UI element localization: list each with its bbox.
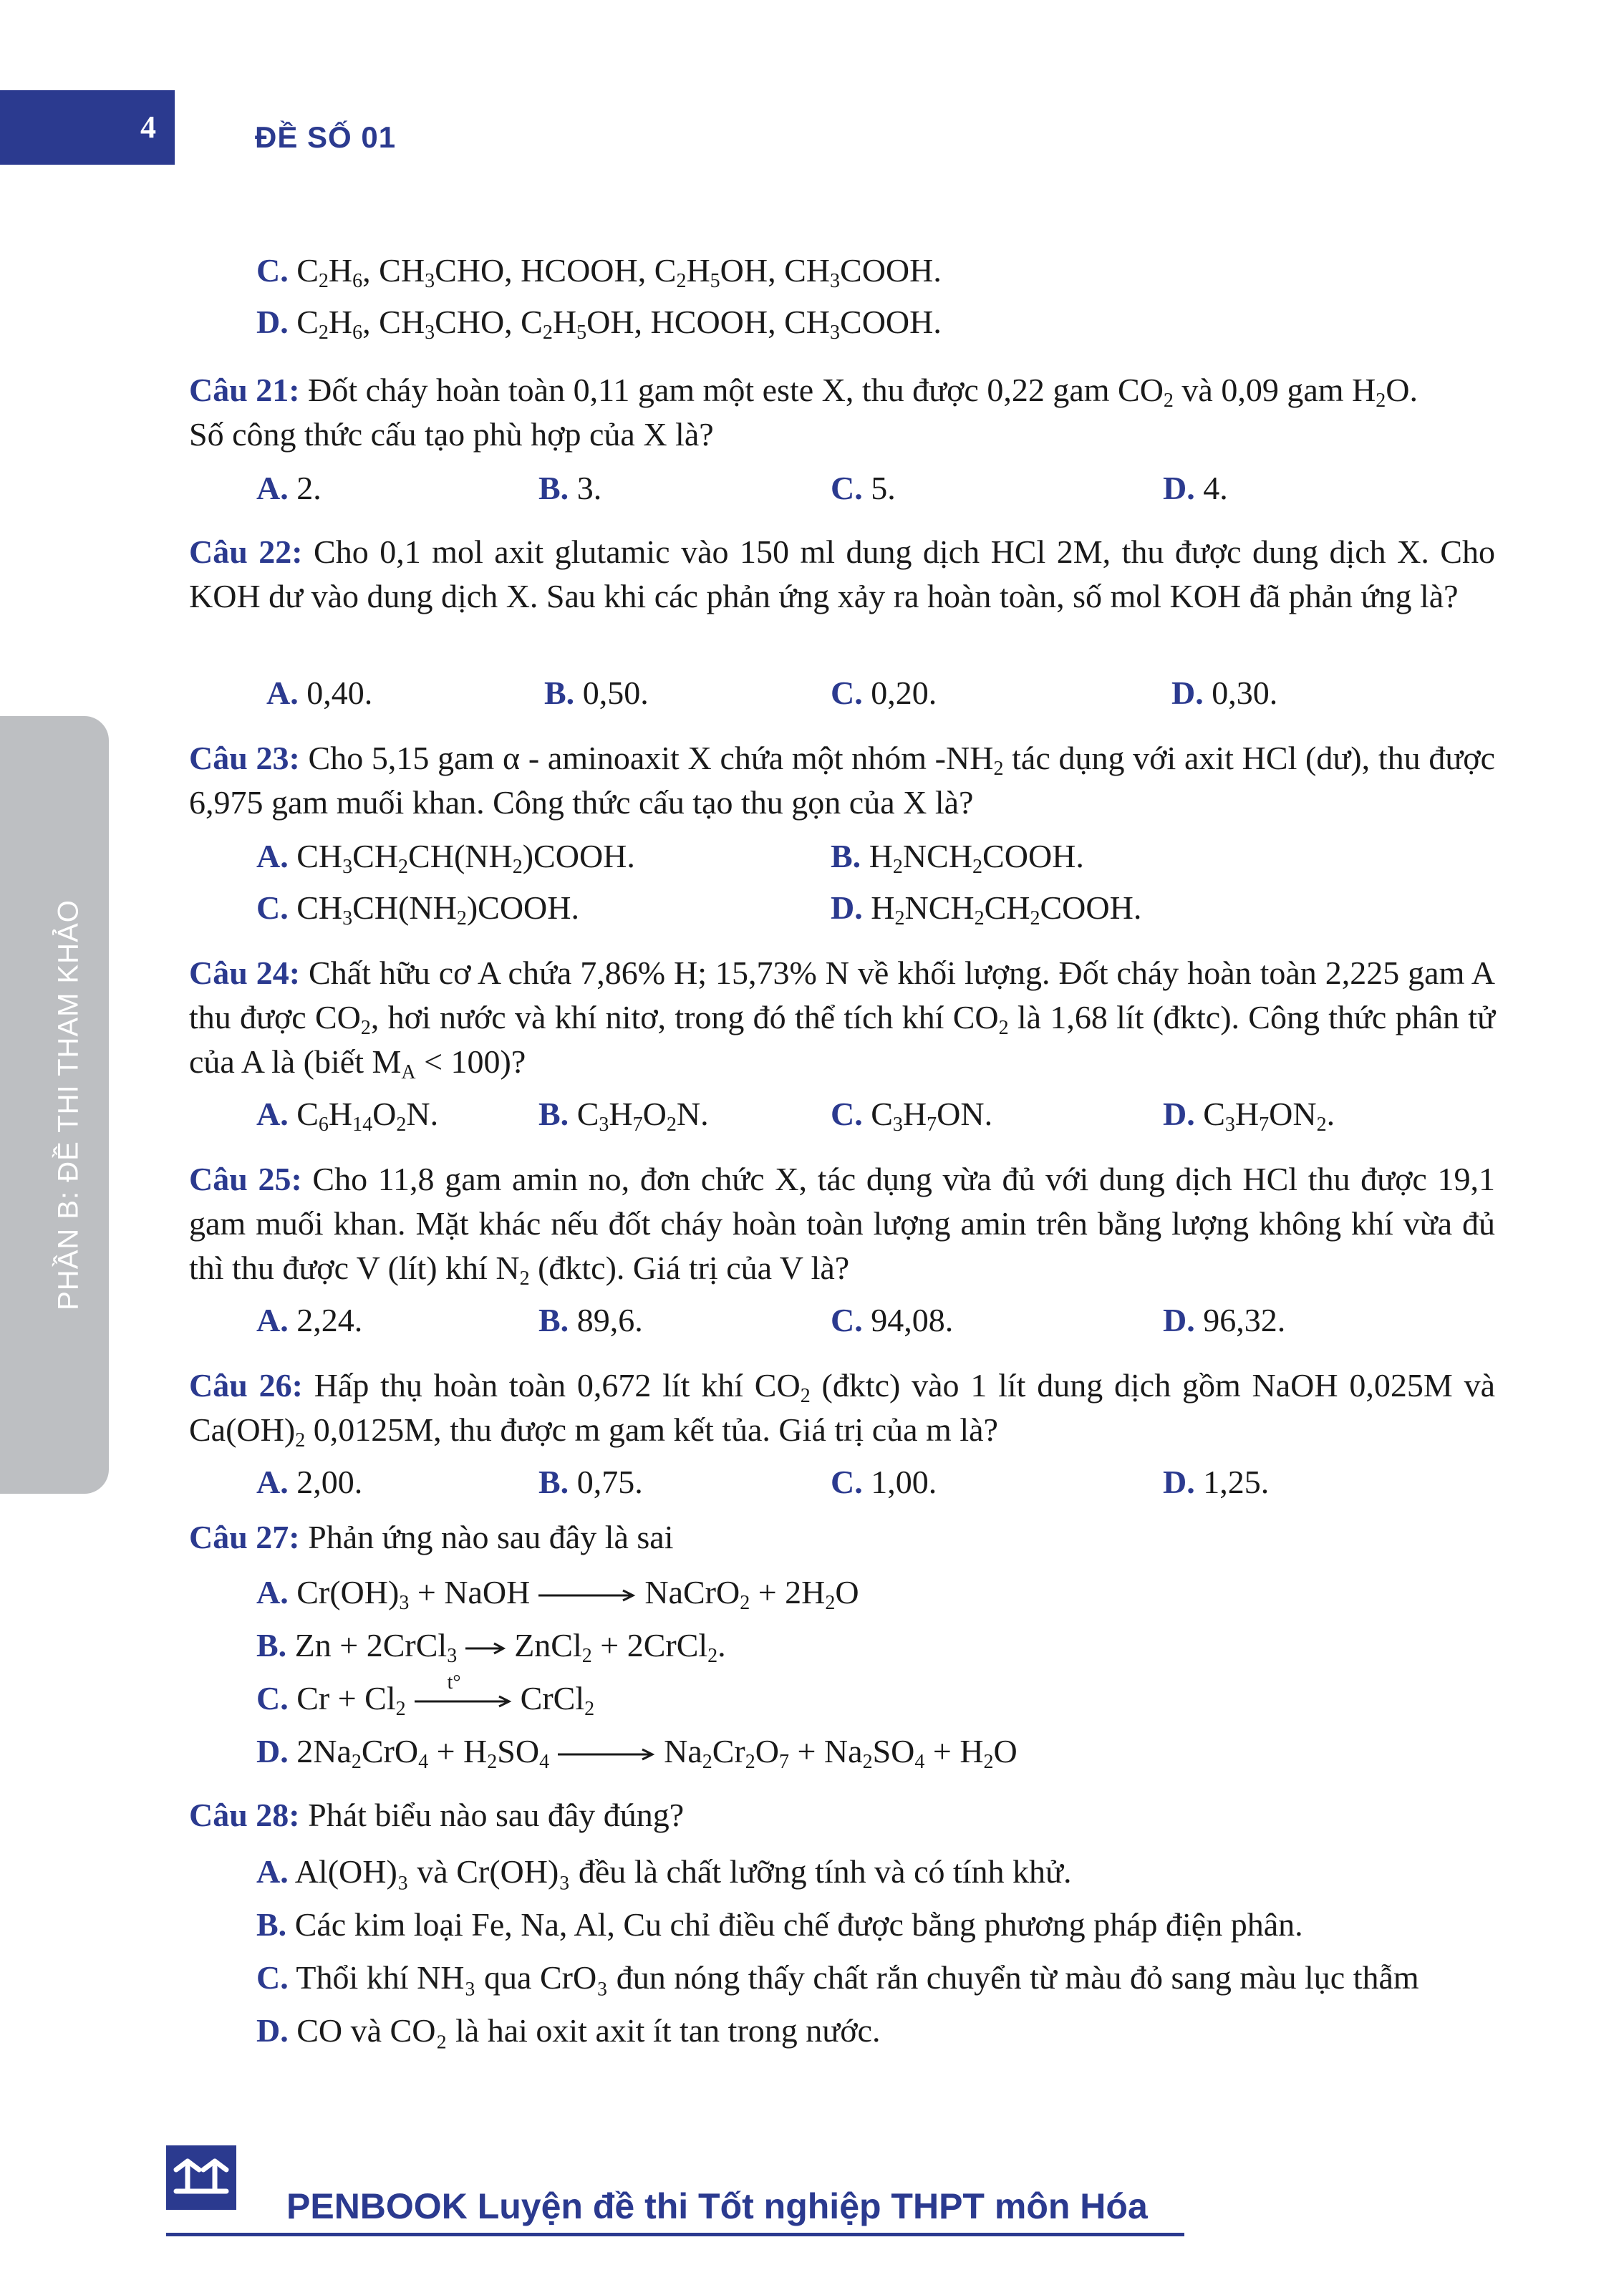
q24-option-b: B. $C_3H_7O_2N$. xyxy=(538,1096,709,1136)
reaction-arrow-icon xyxy=(537,1588,637,1603)
q20-option-c: C. $C_2H_6$, $CH_3CHO$, HCOOH, $C_2H_5OH$, $CH_3COOH$. xyxy=(256,252,942,292)
page-number: 4 xyxy=(140,110,156,145)
q23-option-d: D. $H_2NCH_2CH_2COOH$. xyxy=(831,889,1142,929)
q26-option-c: C. 1,00. xyxy=(831,1464,937,1500)
reaction-arrow-icon xyxy=(464,1641,507,1656)
q21-option-b: B. 3. xyxy=(538,470,602,506)
q24-option-c: C. $C_3H_7ON$. xyxy=(831,1096,993,1136)
q27-option-d: D. $2Na_2CrO_4 + H_2SO_4$ $Na_2Cr_2O_7 + Na_2SO_4 + H_2O$ xyxy=(256,1733,1018,1773)
q22-option-a: A. 0,40. xyxy=(266,675,373,711)
question-25: Câu 25: Cho 11,8 gam amin no, đơn chức X, tác dụng vừa đủ với dung dịch HCl thu được 19,1 gam muối khan. Mặt khác nếu đốt cháy hoàn toàn lượng amin trên bằng lượng không khí vừa đủ thì thu được V (lít) khí $N_2$ (đktc). Giá trị của V là? xyxy=(189,1161,1495,1290)
q23-option-b: B. $H_2NCH_2COOH$. xyxy=(831,838,1084,878)
q24-option-d: D. $C_3H_7ON_2$. xyxy=(1163,1096,1335,1136)
q22-option-c: C. 0,20. xyxy=(831,675,937,711)
q21-option-d: D. 4. xyxy=(1163,470,1228,506)
question-24: Câu 24: Chất hữu cơ A chứa 7,86% H; 15,73% N về khối lượng. Đốt cháy hoàn toàn 2,225 gam A thu được $CO_2$, hơi nước và khí nitơ, trong đó thể tích khí $CO_2$ là 1,68 lít (đktc). Công thức phân tử của A là (biết $M_A < 100$)? xyxy=(189,955,1496,1083)
q26-option-a: A. 2,00. xyxy=(256,1464,363,1500)
q22-option-d: D. 0,30. xyxy=(1171,675,1278,711)
q27-option-b: B. Zn + 2CrCl$_3$ ZnCl$_2$ + 2CrCl$_2$. xyxy=(256,1627,726,1667)
q28-option-c: C. Thổi khí NH₃ qua CrO₃ đun nóng thấy chất rắn chuyển từ màu đỏ sang màu lục thẫm xyxy=(256,1959,1419,1996)
q20-option-d: D. $C_2H_6$, $CH_3CHO$, $C_2H_5OH$, HCOOH, $CH_3COOH$. xyxy=(256,304,942,344)
q27-option-c: C. $Cr + Cl_2$ t° CrCl$_2$ xyxy=(256,1671,595,1720)
q25-option-b: B. 89,6. xyxy=(538,1302,643,1338)
q25-option-c: C. 94,08. xyxy=(831,1302,954,1338)
heated-reaction-arrow-icon: t° xyxy=(413,1694,513,1709)
q28-option-b: B. Các kim loại Fe, Na, Al, Cu chỉ điều chế được bằng phương pháp điện phân. xyxy=(256,1906,1303,1943)
penbook-logo-icon xyxy=(166,2145,236,2210)
question-26: Câu 26: Hấp thụ hoàn toàn 0,672 lít khí $CO_2$ (đktc) vào 1 lít dung dịch gồm NaOH 0,025M và $Ca(OH)_2$ 0,0125M, thu được m gam kết tủa. Giá trị của m là? xyxy=(189,1367,1495,1452)
footer-divider xyxy=(166,2233,1184,2236)
q23-option-a: A. $CH_3CH_2CH(NH_2)COOH$. xyxy=(256,838,635,878)
reaction-arrow-icon xyxy=(556,1747,657,1762)
side-section-label: PHẦN B: ĐỀ THI THAM KHẢO xyxy=(52,899,84,1310)
question-21: Câu 21: Đốt cháy hoàn toàn 0,11 gam một este X, thu được 0,22 gam $CO_2$ và 0,09 gam $H_2O$. Số công thức cấu tạo phù hợp của X là? xyxy=(189,372,1418,453)
q28-option-d: D. CO và CO₂ là hai oxit axit ít tan trong nước. xyxy=(256,2012,881,2049)
footer-book-title: PENBOOK Luyện đề thi Tốt nghiệp THPT môn Hóa xyxy=(286,2186,1148,2226)
q21-option-a: A. 2. xyxy=(256,470,322,506)
q25-option-a: A. 2,24. xyxy=(256,1302,363,1338)
q28-option-a: A. Al(OH)₃ và Cr(OH)₃ đều là chất lưỡng tính và có tính khử. xyxy=(256,1853,1072,1890)
q25-option-d: D. 96,32. xyxy=(1163,1302,1286,1338)
exam-title: ĐỀ SỐ 01 xyxy=(255,120,397,154)
q26-option-b: B. 0,75. xyxy=(538,1464,643,1500)
question-27: Câu 27: Phản ứng nào sau đây là sai xyxy=(189,1519,674,1555)
q26-option-d: D. 1,25. xyxy=(1163,1464,1270,1500)
q24-option-a: A. $C_6H_{14}O_2N$. xyxy=(256,1096,439,1136)
q27-option-a: A. $Cr(OH)_3$ + NaOH NaCrO$_2$ + $2H_2O$ xyxy=(256,1574,859,1614)
q23-option-c: C. $CH_3CH(NH_2)COOH$. xyxy=(256,889,579,929)
question-22: Câu 22: Cho 0,1 mol axit glutamic vào 150 ml dung dịch HCl 2M, thu được dung dịch X. Cho KOH dư vào dung dịch X. Sau khi các phản ứng xảy ra hoàn toàn, số mol KOH đã phản ứng là? xyxy=(189,533,1495,614)
q22-option-b: B. 0,50. xyxy=(544,675,649,711)
question-28: Câu 28: Phát biểu nào sau đây đúng? xyxy=(189,1797,685,1833)
q21-option-c: C. 5. xyxy=(831,470,896,506)
question-23: Câu 23: Cho 5,15 gam α - aminoaxit X chứa một nhóm $-NH_2$ tác dụng với axit HCl (dư), thu được 6,975 gam muối khan. Công thức cấu tạo thu gọn của X là? xyxy=(189,740,1495,821)
